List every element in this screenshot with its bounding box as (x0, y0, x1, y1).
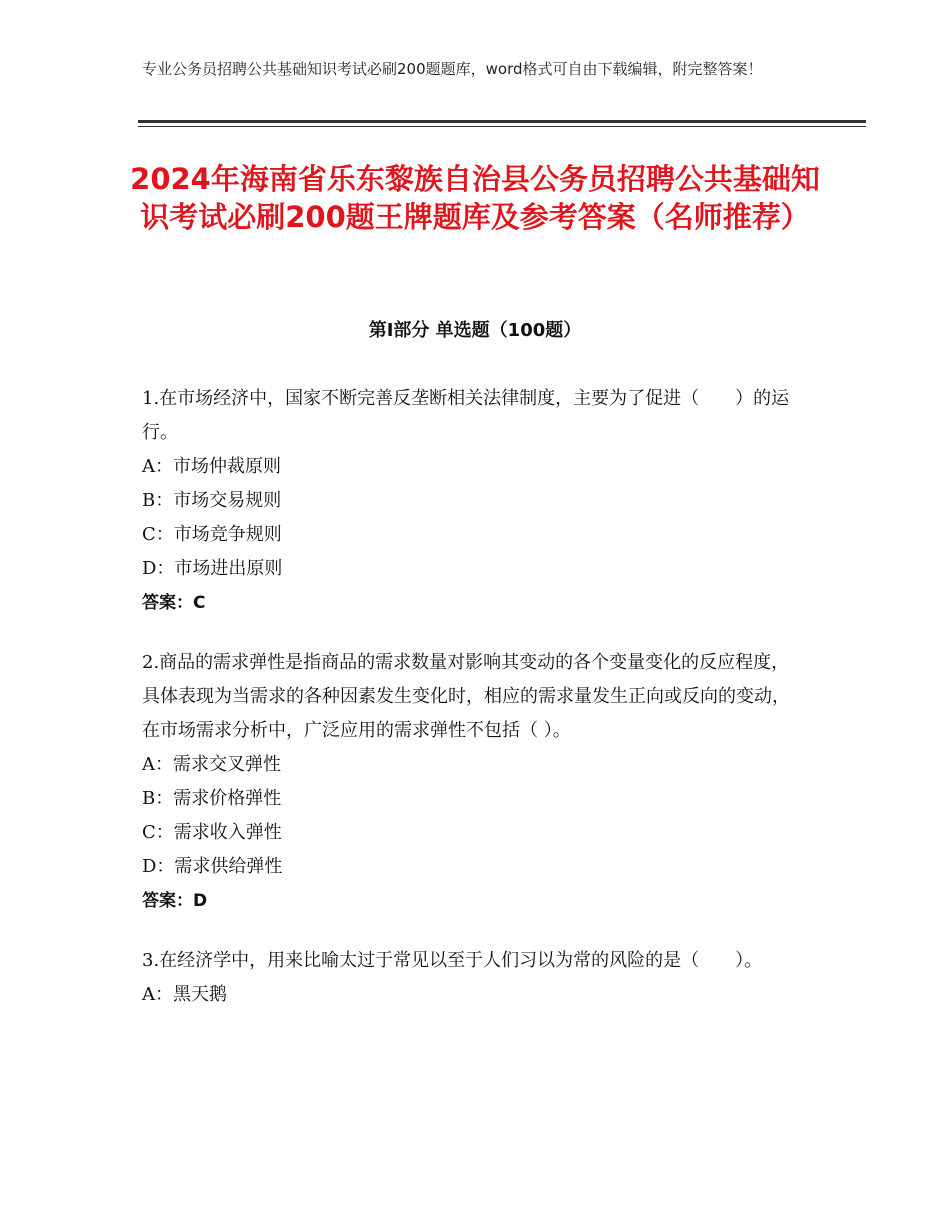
option-a: A：黑天鹅 (142, 984, 227, 1005)
answer: 答案：C (142, 593, 206, 613)
option-d: D：市场进出原则 (142, 558, 283, 579)
option-a: A：市场仲裁原则 (142, 456, 281, 477)
answer: 答案：D (142, 891, 208, 911)
question-stem: 2.商品的需求弹性是指商品的需求数量对影响其变动的各个变量变化的反应程度，具体表现为当需求的各种因素发生变化时，相应的需求量发生正向或反向的变动，在市场需求分析中，广泛应用的需求弹性不包括（ ）。 (142, 652, 790, 741)
question-2 (142, 646, 802, 918)
question-1 (142, 382, 802, 620)
option-c: C：需求收入弹性 (142, 822, 282, 843)
header-note: 专业公务员招聘公共基础知识考试必刷200题题库，word格式可自由下载编辑，附完整答案！ (142, 60, 763, 78)
option-b: B：市场交易规则 (142, 490, 282, 511)
question-3 (142, 944, 802, 1012)
option-a: A：需求交叉弹性 (142, 754, 281, 775)
question-stem: 1.在市场经济中，国家不断完善反垄断相关法律制度，主要为了促进（ ）的运行。 (142, 388, 790, 443)
option-d: D：需求供给弹性 (142, 856, 283, 877)
question-list (142, 382, 802, 1038)
header-divider-thin (138, 126, 866, 127)
option-b: B：需求价格弹性 (142, 788, 282, 809)
question-stem: 3.在经济学中，用来比喻太过于常见以至于人们习以为常的风险的是（ ）。 (142, 950, 763, 971)
header-divider-thick (138, 120, 866, 123)
option-c: C：市场竞争规则 (142, 524, 282, 545)
document-title: 2024年海南省乐东黎族自治县公务员招聘公共基础知识考试必刷200题王牌题库及参考答案（名师推荐） (130, 162, 820, 234)
section-title: 第Ⅰ部分 单选题（100题） (368, 320, 582, 341)
